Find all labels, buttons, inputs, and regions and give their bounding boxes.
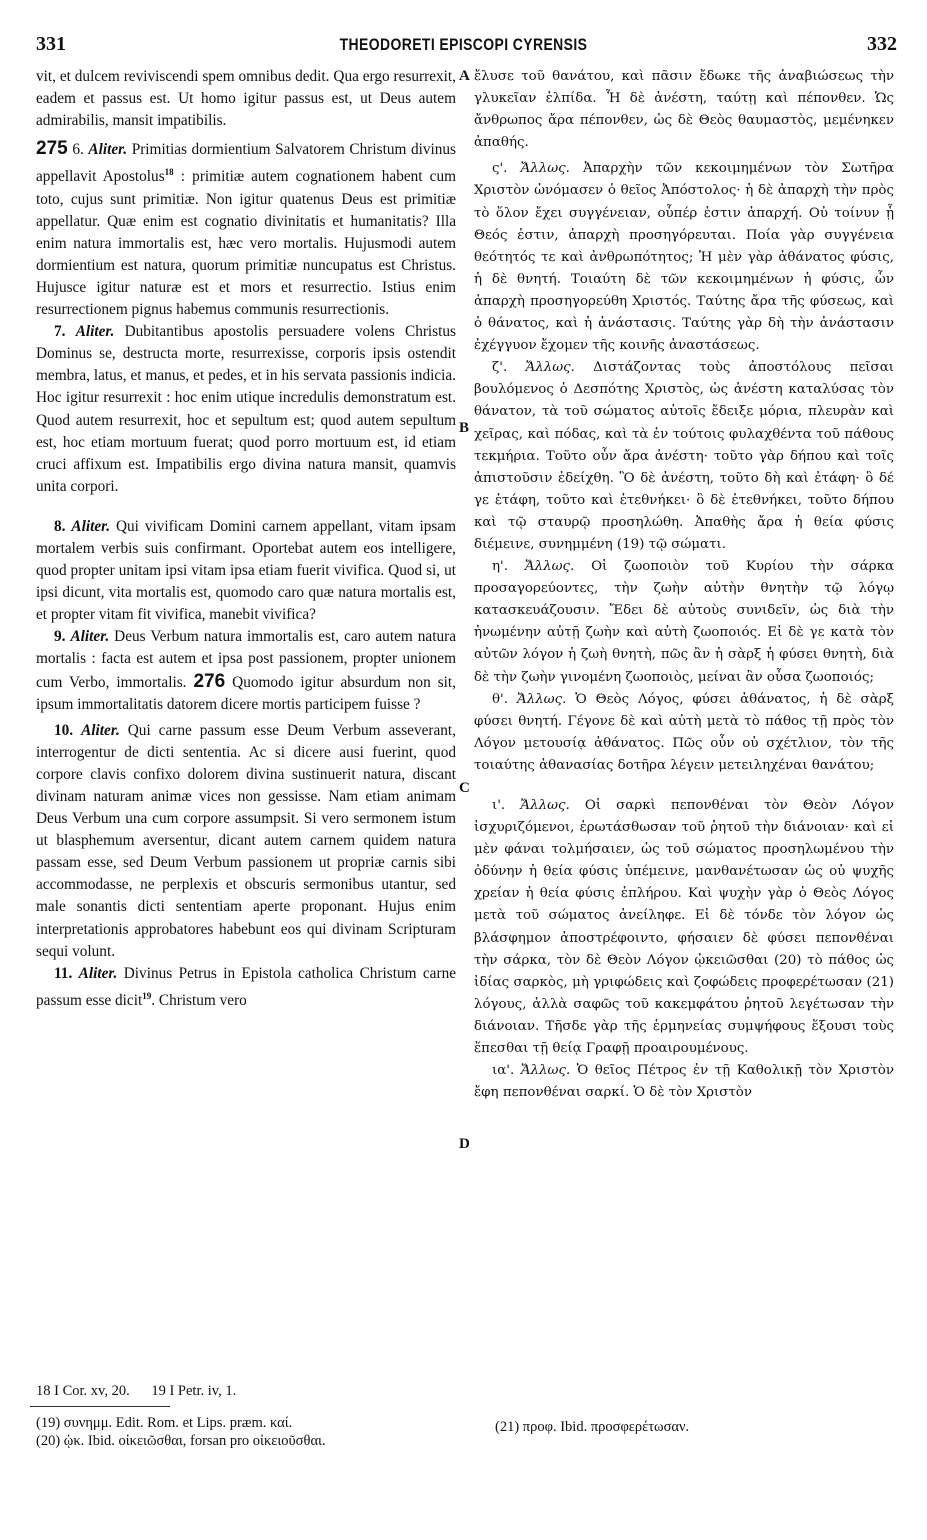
- column-number-275: 275: [36, 138, 68, 160]
- footnote-20: (20) ᾠκ. Ibid. οἰκειῶσθαι, forsan pro οἰκειοῦσθαι.: [36, 1433, 326, 1449]
- greek-section-10: [474, 795, 894, 1060]
- section-label: Aliter.: [88, 141, 128, 159]
- footnote-divider: [30, 1406, 170, 1407]
- page-number-right: 332: [867, 33, 897, 55]
- section-text: Divinus Petrus in Epistola catholica Christum carne passum esse dicit: [36, 964, 457, 1009]
- latin-section-9: [36, 626, 456, 715]
- section-number: 9.: [54, 628, 66, 646]
- section-label: Aliter.: [71, 517, 111, 535]
- margin-letter-d: D: [459, 1136, 470, 1152]
- greek-section-8: [474, 556, 894, 689]
- section-text: Dubitantibus apostolis persuadere volens Christus Dominus se, destructa morte, resurrexisse, corporis ipsis ostendit membra, latus, et manus, et pedes, et in his servata passionis indicia. Hoc igitur resurrexit : hoc enim utique incredulis demonstratum est. Quod autem resurrexit, hoc et sepultum est; quod autem sepultum est, hoc etiam mortuum fuerat; quod porro mortuum est, id etiam cruci affixum est. Impatibilis ergo divina natura mansit, quamvis unita corpori.: [36, 323, 456, 495]
- section-number: ζ'.: [492, 360, 508, 376]
- section-number: 11.: [54, 964, 73, 982]
- section-text: Ὁ Θεὸς Λόγος, φύσει ἀθάνατος, ἡ δὲ σὰρξ φύσει θνητή. Γέγονε δὲ καὶ αὐτὴ μετὰ τὸ πάθος τῇ πρὸς τὸν Λόγον μετουσίᾳ ἀθάνατος. Πῶς οὖν οὐ σχέτλιον, τὸν τῆς τοιαύτης ἀθανασίας δοτῆρα λέγειν μετειληχέναι θανάτου;: [474, 691, 894, 773]
- section-number: ι'.: [492, 798, 506, 813]
- running-title: THEODORETI EPISCOPI CYRENSIS: [339, 35, 588, 54]
- page-number-left: 331: [36, 33, 66, 55]
- footnotes-right: [495, 1418, 915, 1436]
- greek-column: [474, 66, 894, 1104]
- latin-section-8: [36, 516, 456, 626]
- section-label: Ἄλλως.: [525, 360, 575, 376]
- greek-section-11: [474, 1060, 894, 1104]
- section-number: 6.: [72, 141, 84, 159]
- scripture-reference: 19 I Petr. iv, 1.: [151, 1383, 237, 1399]
- section-label: Ἄλλως.: [524, 559, 575, 575]
- scripture-reference: 18 I Cor. xv, 20.: [36, 1383, 130, 1399]
- section-label: Aliter.: [81, 721, 120, 739]
- section-text: Qui carne passum esse Deum Verbum asseverant, interrogentur de dicti sententia. Ac si dicere ausi fuerint, quod corpore clavis confixo dolorem divina sustinuerit natura, discant divinam naturam animæ vices non gessisse. Nam etiam animam Deus Verbum una cum corpore assumpsit. Si vero sermonem istum ut blasphemum aversentur, dicant autem carnem quidem natura passam esse, sed Deum Verbum passionem ut propriæ carnis sibi accommodasse, ne perplexis et obscuris sermonibus utantur, sed male sonantis dicti sententiam aperte proponant. Hujus enim interpretationis approbatores habebunt eos qui divinam Scripturam sequi volunt.: [36, 721, 457, 960]
- section-text: Οἱ ζωοποιὸν τοῦ Κυρίου τὴν σάρκα προσαγορεύοντες, τὴν ζωὴν αὐτὴν θνητὴν τῷ λόγῳ κατασκευάζουσιν. Ἔδει δὲ αὐτοὺς συνιδεῖν, ὡς διὰ τὴν ἡνωμένην αὐτῇ ζωὴν καὶ αὐτὴ ζωοποιός. Εἰ δὲ γε κατὰ τὸν αὐτῶν λόγον ἡ ζωὴ θνητὴ, πῶς ἂν ἡ σὰρξ ἡ φύσει θνητὴ, διὰ δὲ τὴν ζωὴν γινομένη ζωοποιὸς, μείναι ἂν οὖσα ζωοποιός;: [474, 559, 894, 685]
- section-text: Primitias dormientium Salvatorem Christum divinus appellavit Apostolus: [36, 141, 457, 186]
- column-number-276: 276: [193, 670, 226, 692]
- latin-section-11: [36, 963, 456, 1012]
- greek-section-6: [474, 158, 894, 357]
- section-label: Ἄλλως.: [516, 691, 567, 707]
- footnote-reference: 18: [164, 167, 174, 178]
- latin-section-10: [36, 720, 456, 963]
- footnote-19: (19) συνημμ. Edit. Rom. et Lips. præm. καί.: [36, 1415, 293, 1431]
- scripture-references: [36, 1382, 456, 1400]
- section-label: Aliter.: [70, 628, 110, 646]
- greek-section-9: [474, 689, 894, 777]
- section-text: : primitiæ autem cognationem habent cum toto, cujus sunt primitiæ. Non igitur quatenus Deus est primitiæ appellatur. Quæ enim est cognatio divinitatis et humanitatis? Illa enim natura immortalis est, hæc vero mortalis. Hujusmodi autem dormientium est natura, quorum primitiæ nuncupatus est Christus. Hujusce igitur naturæ est et mors et resurrectio. Istius enim resurrectionem pignus habemus communis resurrectionis.: [36, 168, 457, 319]
- section-text: Ἀπαρχὴν τῶν κεκοιμημένων τὸν Σωτῆρα Χριστὸν ὠνόμασεν ὁ θεῖος Ἀπόστολος· ἡ δὲ ἀπαρχὴ τὴν πρὸς τὸ ὅλον ἔχει συγγένειαν, οὗπέρ ἐστιν ἀπαρχή. Οὐ τοίνυν ᾗ Θεός ἐστιν, ἀπαρχὴ προσηγόρευται. Ποία γὰρ συγγένεια θεότητός τε καὶ ἀνθρωπότητος; Ἡ μὲν γὰρ ἀθάνατος φύσις, ἡ δὲ θνητή. Τοιαύτη δὲ τῶν κεκοιμημένων ἡ φύσις, ὧν ἀπαρχὴ προσηγορεύθη Χριστός. Ταύτης ἄρα τῆς φύσεως, καὶ ὁ θάνατος, καὶ ἡ ἀνάστασις. Ταύτης γὰρ δὴ τὴν ἀνάστασιν ἐχέγγυον ἔχομεν τῆς κοινῆς ἀναστάσεως.: [474, 161, 894, 354]
- section-text: Διστάζοντας τοὺς ἀποστόλους πεῖσαι βουλόμενος ὁ Δεσπότης Χριστὸς, ὡς ἀνέστη καταλύσας τὸν θάνατον, τὰ τοῦ σώματος αὐτοῖς ἔδειξε μόρια, πλευρὰν καὶ χεῖρας, καὶ πόδας, καὶ τὰ ἐν τούτοις φυλαχθέντα τοῦ πάθους τεκμήρια. Τοῦτο οὖν ἄρα ἀνέστη· τοῦτο γὰρ δήπου καὶ τοῖς ἀπιστοῦσιν ἐδείχθη. Ὃ δὲ ἀνέστη, τοῦτο δὴ καὶ ἐτάφη· ὃ δέ γε ἐτάφη, τοῦτο καὶ ἐτεθνήκει· ὃ δὲ ἐτεθνήκει, τοῦτο δήπου καὶ τῷ σταυρῷ προσηλώθη. Ἀπαθὴς ἄρα ἡ θεία φύσις διέμεινε, συνημμένη (19) τῷ σώματι.: [474, 360, 894, 552]
- margin-letter-a: A: [459, 68, 470, 84]
- section-number: ς'.: [492, 161, 508, 177]
- section-text: Οἱ σαρκὶ πεπονθέναι τὸν Θεὸν Λόγον ἰσχυριζόμενοι, ἐρωτάσθωσαν τοῦ ῥητοῦ τὴν διάνοιαν· καὶ εἰ μὲν φάναι τολμήσαιεν, ὡς τοῦ σώματος προσηλωμένου τὴν ὀδύνην ἡ θεία φύσις ὑπέμεινε, μανθανέτωσαν ὡς οὐ ψυχῆς χρείαν ἡ θεία φύσις ἐπλήρου. Καὶ ψυχὴν γὰρ ὁ Θεὸς Λόγος μετὰ τοῦ σώματος ἀνείληφε. Εἰ δὲ τόνδε τὸν λόγον ὡς βλάσφημον ἀποστρέφοιντο, φήσαιεν δὲ φύσει πεπονθέναι τὴν σάρκα, τὸν δὲ Θεὸν Λόγον ᾠκειῶσθαι (20) τὸ πάθος ὡς ἰδίας σαρκὸς, μὴ γριφώδεις καὶ ζοφώδεις προφερέτωσαν (21) λόγους, ἀλλὰ σαφῶς τοῦ κακεμφάτου ῥητοῦ λεγέτωσαν τὴν διάνοιαν. Τῆσδε γὰρ τῆς ἑρμηνείας συμψήφους ἕξουσι τοὺς ἕπεσθαι τῇ θείᾳ Γραφῇ προαιρουμένους.: [474, 798, 894, 1057]
- latin-column: [36, 66, 456, 1012]
- section-label: Aliter.: [75, 323, 115, 341]
- latin-section-6: [36, 138, 456, 321]
- section-number: η'.: [492, 559, 508, 575]
- section-number: 10.: [54, 721, 74, 739]
- section-label: Ἄλλως.: [520, 798, 570, 813]
- section-text: . Christum vero: [151, 991, 247, 1009]
- section-number: 8.: [54, 517, 66, 535]
- section-number: ια'.: [492, 1063, 515, 1079]
- footnotes-left: [36, 1414, 466, 1450]
- section-label: Ἄλλως.: [520, 161, 570, 177]
- footnote-reference: 19: [142, 990, 152, 1001]
- section-label: Aliter.: [78, 964, 118, 982]
- section-text: Deus Verbum natura immortalis est, caro autem natura mortalis : facta est autem et ipsa post passionem, propter unionem cum Verbo, immortalis.: [36, 628, 456, 691]
- section-text: Ὁ θεῖος Πέτρος ἐν τῇ Καθολικῇ τὸν Χριστὸν ἔφη πεπονθέναι σαρκί. Ὁ δὲ τὸν Χριστὸν: [474, 1063, 894, 1101]
- section-number: 7.: [54, 323, 66, 341]
- section-label: Ἄλλως.: [520, 1063, 571, 1079]
- section-number: θ'.: [492, 691, 508, 707]
- margin-letter-b: B: [459, 420, 470, 436]
- page-header: [0, 33, 927, 59]
- greek-paragraph-continuation: ἔλυσε τοῦ θανάτου, καὶ πᾶσιν ἔδωκε τῆς ἀναβιώσεως τὴν γλυκεῖαν ἐλπίδα. Ἧ δὲ ἀνέστη, ταύτῃ καὶ πέπονθεν. Ὡς ἄνθρωπος ἄρα πέπονθεν, ὡς δὲ Θεὸς θαυμαστὸς, μεμένηκεν ἀπαθής.: [474, 69, 894, 151]
- latin-paragraph-continuation: vit, et dulcem reviviscendi spem omnibus dedit. Qua ergo resurrexit, eadem et passus est. Ut homo igitur passus est, ut Deus autem admirabilis, mansit impatibilis.: [36, 68, 456, 130]
- margin-letter-c: C: [459, 780, 470, 796]
- greek-section-7: [474, 357, 894, 556]
- section-text: Qui vivificam Domini carnem appellant, vitam ipsam mortalem verbis suis confirmant. Oportebat autem eos intelligere, quod propter unitam ipsi vitam ipsa etiam fuerit vivifica. Quod si, ut ipsi dicunt, vita mortalis est, quomodo caro quæ natura mortalis est, et propter vitam fit vivifica, manebit vivifica?: [36, 517, 456, 624]
- latin-section-7: [36, 321, 456, 498]
- section-text: Quomodo igitur absurdum non sit, ipsum immortalitatis datorem dicere mortis participem fuisse ?: [36, 673, 456, 713]
- footnote-21: (21) προφ. Ibid. προσφερέτωσαν.: [495, 1419, 690, 1435]
